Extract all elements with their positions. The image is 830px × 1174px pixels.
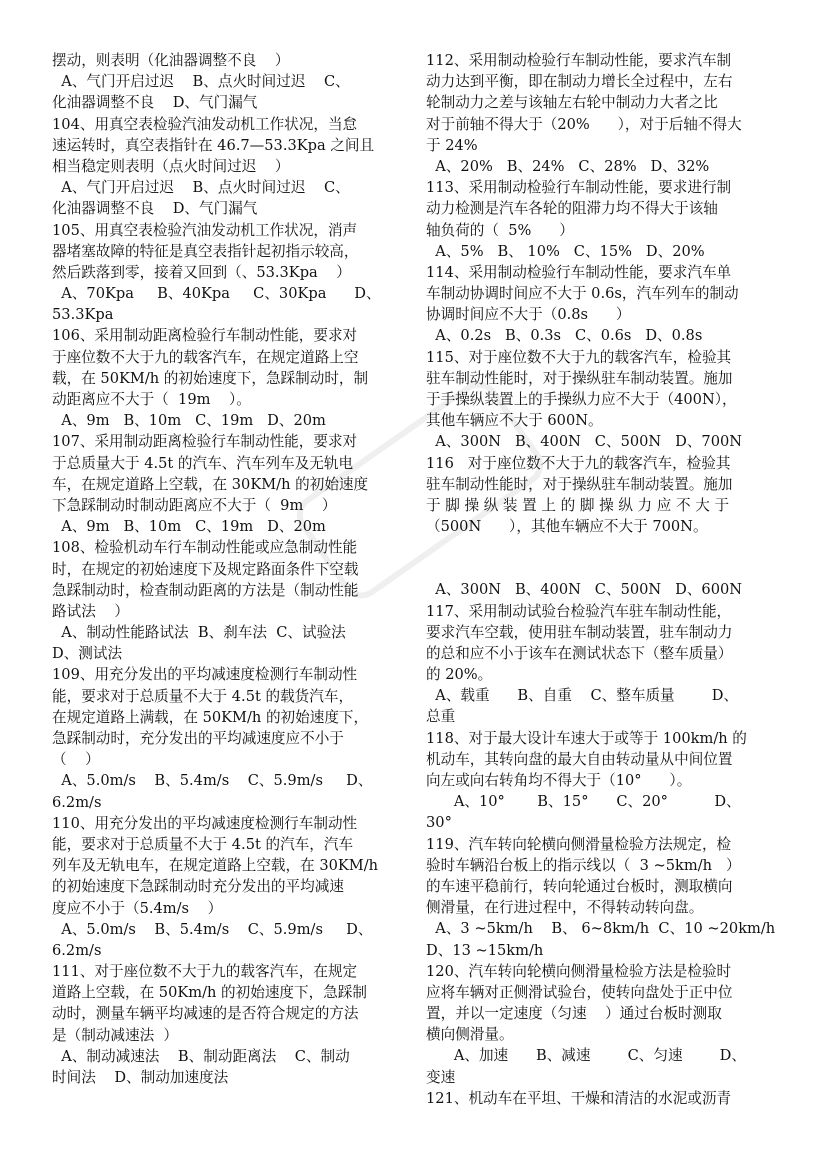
- left-column: [52, 50, 404, 1088]
- text-line: 116 对于座位数不大于九的载客汽车，检验其: [426, 454, 731, 472]
- text-line: 向左或向右转角均不得大于（10° ）。: [426, 772, 692, 789]
- text-line: 于 24%: [426, 136, 478, 154]
- text-line: A、加速 B、减速 C、匀速 D、: [426, 1047, 746, 1065]
- text-line: 动力检测是汽车各轮的阻滞力均不得大于该轴: [426, 200, 718, 218]
- text-line: A、3 ~5km/h B、 6~8km/h C、10 ~20km/h: [426, 920, 776, 938]
- right-column: [426, 50, 782, 1109]
- text-line: 变速: [426, 1068, 456, 1086]
- text-line: 时间法 D、制动加速度法: [52, 1069, 229, 1086]
- text-line: 112、采用制动检验行车制动性能，要求汽车制: [426, 52, 732, 69]
- text-line: 车制动协调时间应不大于 0.6s，汽车列车的制动: [426, 285, 739, 303]
- text-line: （ ）: [52, 751, 100, 769]
- text-line: A、70Kpa B、40Kpa C、30Kpa D、: [52, 285, 381, 303]
- text-line: D、13 ~15km/h: [426, 941, 544, 959]
- text-line: 121、机动车在平坦、干燥和清洁的水泥或沥青: [426, 1089, 732, 1107]
- text-line: 化油器调整不良 D、气门漏气: [52, 200, 258, 218]
- text-line: 119、汽车转向轮横向侧滑量检验方法规定，检: [426, 835, 732, 853]
- text-line: 118、对于最大设计车速大于或等于 100km/h 的: [426, 729, 747, 747]
- text-line: A、制动性能路试法 B、刹车法 C、试验法: [52, 624, 346, 642]
- text-line: A、10° B、15° C、20° D、: [426, 793, 741, 811]
- text-line: 106、采用制动距离检验行车制动性能，要求对: [52, 327, 358, 345]
- text-line: 轴负荷的（ 5% ）: [426, 221, 574, 239]
- text-line: 然后跌落到零，接着又回到（、53.3Kpa ）: [52, 263, 351, 281]
- text-line: A、载重 B、自重 C、整车质量 D、: [426, 687, 739, 705]
- text-line: 道路上空载，在 50Km/h 的初始速度下，急踩制: [52, 984, 367, 1002]
- text-line: A、气门开启过迟 B、点火时间过迟 C、: [52, 73, 350, 91]
- text-line: 速运转时，真空表指针在 46.7—53.3Kpa 之间且: [52, 136, 375, 154]
- text-line: 器堵塞故障的特征是真空表指针起初指示较高，: [52, 242, 359, 260]
- text-line: 110、用充分发出的平均减速度检测行车制动性: [52, 814, 358, 832]
- text-line: 于 脚 操 纵 装 置 上 的 脚 操 纵 力 应 不 大 于: [426, 496, 730, 514]
- text-line: 化油器调整不良 D、气门漏气: [52, 94, 258, 112]
- text-line: 能，要求对于总质量不大于 4.5t 的载货汽车，: [52, 687, 354, 705]
- text-line: 摆动，则表明（化油器调整不良 ）: [52, 52, 290, 69]
- text-line: 115、对于座位数不大于九的载客汽车，检验其: [426, 348, 732, 366]
- text-line: 下急踩制动时制动距离应不大于（ 9m ）: [52, 496, 337, 514]
- text-line: D、测试法: [52, 645, 123, 663]
- text-line: A、5.0m/s B、5.4m/s C、5.9m/s D、: [52, 920, 373, 938]
- text-line: 104、用真空表检验汽油发动机工作状况，当怠: [52, 115, 358, 133]
- text-line: 机动车，其转向盘的最大自由转动量从中间位置: [426, 750, 733, 768]
- text-line: A、制动减速法 B、制动距离法 C、制动: [52, 1047, 350, 1065]
- text-line: 117、采用制动试验台检验汽车驻车制动性能，: [426, 602, 732, 620]
- text-line: A、300N B、400N C、500N D、700N: [426, 433, 743, 451]
- text-line: 动距离应不大于（ 19m ）。: [52, 391, 251, 408]
- text-line: 应将车辆对正侧滑试验台，使转向盘处于正中位: [426, 983, 733, 1001]
- text-line: 总重: [426, 708, 456, 726]
- text-line: A、0.2s B、0.3s C、0.6s D、0.8s: [426, 327, 703, 345]
- text-line: 105、用真空表检验汽油发动机工作状况，消声: [52, 221, 358, 239]
- text-line: [426, 537, 782, 579]
- text-line: 侧滑量，在行进过程中，不得转动转向盘。: [426, 899, 704, 917]
- text-line: 120、汽车转向轮横向侧滑量检验方法是检验时: [426, 962, 732, 980]
- text-line: 急踩制动时，检查制动距离的方法是（制动性能: [52, 581, 359, 599]
- text-line: 列车及无轨电车，在规定道路上空载，在 30KM/h: [52, 857, 379, 875]
- text-line: 111、对于座位数不大于九的载客汽车，在规定: [52, 963, 358, 981]
- text-line: 于手操纵装置上的手操纵力应不大于（400N），: [426, 391, 737, 408]
- text-line: 于座位数不大于九的载客汽车，在规定道路上空: [52, 348, 359, 366]
- text-line: 时，在规定的初始速度下及规定路面条件下空载: [52, 560, 359, 578]
- text-line: 于总质量大于 4.5t 的汽车、汽车列车及无轨电: [52, 454, 354, 472]
- text-line: 的车速平稳前行，转向轮通过台板时，测取横向: [426, 877, 733, 895]
- text-line: A、5% B、 10% C、15% D、20%: [426, 242, 705, 260]
- text-line: 能，要求对于总质量不大于 4.5t 的汽车，汽车: [52, 835, 354, 853]
- text-line: 急踩制动时，充分发出的平均减速度应不小于: [52, 730, 344, 747]
- text-line: 度应不小于（5.4m/s ）: [52, 899, 223, 917]
- text-line: A、5.0m/s B、5.4m/s C、5.9m/s D、: [52, 772, 373, 790]
- text-line: 要求汽车空载，使用驻车制动装置，驻车制动力: [426, 623, 733, 641]
- text-line: A、9m B、10m C、19m D、20m: [52, 412, 326, 430]
- text-line: A、20% B、24% C、28% D、32%: [426, 157, 710, 175]
- text-line: 动时，测量车辆平均减速的是否符合规定的方法: [52, 1005, 359, 1023]
- text-line: 108、检验机动车行车制动性能或应急制动性能: [52, 539, 358, 557]
- text-line: 相当稳定则表明（点火时间过迟 ）: [52, 157, 290, 175]
- text-line: （500N ），其他车辆应不大于 700N。: [426, 518, 708, 536]
- text-line: A、9m B、10m C、19m D、20m: [52, 518, 326, 536]
- text-line: 驻车制动性能时，对于操纵驻车制动装置。施加: [426, 475, 733, 493]
- text-line: 6.2m/s: [52, 941, 102, 959]
- text-line: 置，并以一定速度（匀速 ）通过台板时测取: [426, 1005, 722, 1023]
- text-line: 动力达到平衡，即在制动力增长全过程中，左右: [426, 73, 733, 91]
- text-line: 114、采用制动检验行车制动性能，要求汽车单: [426, 263, 732, 281]
- text-line: 载，在 50KM/h 的初始速度下，急踩制动时，制: [52, 369, 369, 387]
- text-line: 109、用充分发出的平均减速度检测行车制动性: [52, 666, 358, 684]
- text-line: 路试法 ）: [52, 602, 129, 620]
- text-line: 是（制动减速法 ）: [52, 1026, 179, 1044]
- text-line: 的总和应不小于该车在测试状态下（整车质量）: [426, 644, 733, 662]
- text-line: 横向侧滑量。: [426, 1026, 514, 1044]
- text-line: 107、采用制动距离检验行车制动性能，要求对: [52, 433, 358, 451]
- text-line: A、300N B、400N C、500N D、600N: [426, 581, 743, 599]
- text-line: 53.3Kpa: [52, 306, 114, 324]
- text-line: A、气门开启过迟 B、点火时间过迟 C、: [52, 179, 350, 197]
- text-line: 验时车辆沿台板上的指示线以（ 3 ~5km/h ）: [426, 856, 741, 874]
- text-line: 6.2m/s: [52, 793, 102, 811]
- text-line: 轮制动力之差与该轴左右轮中制动力大者之比: [426, 94, 718, 112]
- text-line: 113、采用制动检验行车制动性能，要求进行制: [426, 179, 732, 197]
- text-line: 30°: [426, 814, 452, 832]
- text-line: 车，在规定道路上空载，在 30KM/h 的初始速度: [52, 475, 369, 493]
- text-line: 的 20%。: [426, 666, 493, 684]
- text-line: 对于前轴不得大于（20% ），对于后轴不得大: [426, 115, 742, 133]
- text-line: 驻车制动性能时，对于操纵驻车制动装置。施加: [426, 369, 733, 387]
- text-line: 的初始速度下急踩制动时充分发出的平均减速: [52, 878, 344, 896]
- text-line: 协调时间应不大于（0.8s ）: [426, 306, 631, 324]
- text-line: 在规定道路上满载，在 50KM/h 的初始速度下，: [52, 708, 369, 726]
- text-line: 其他车辆应不大于 600N。: [426, 412, 603, 430]
